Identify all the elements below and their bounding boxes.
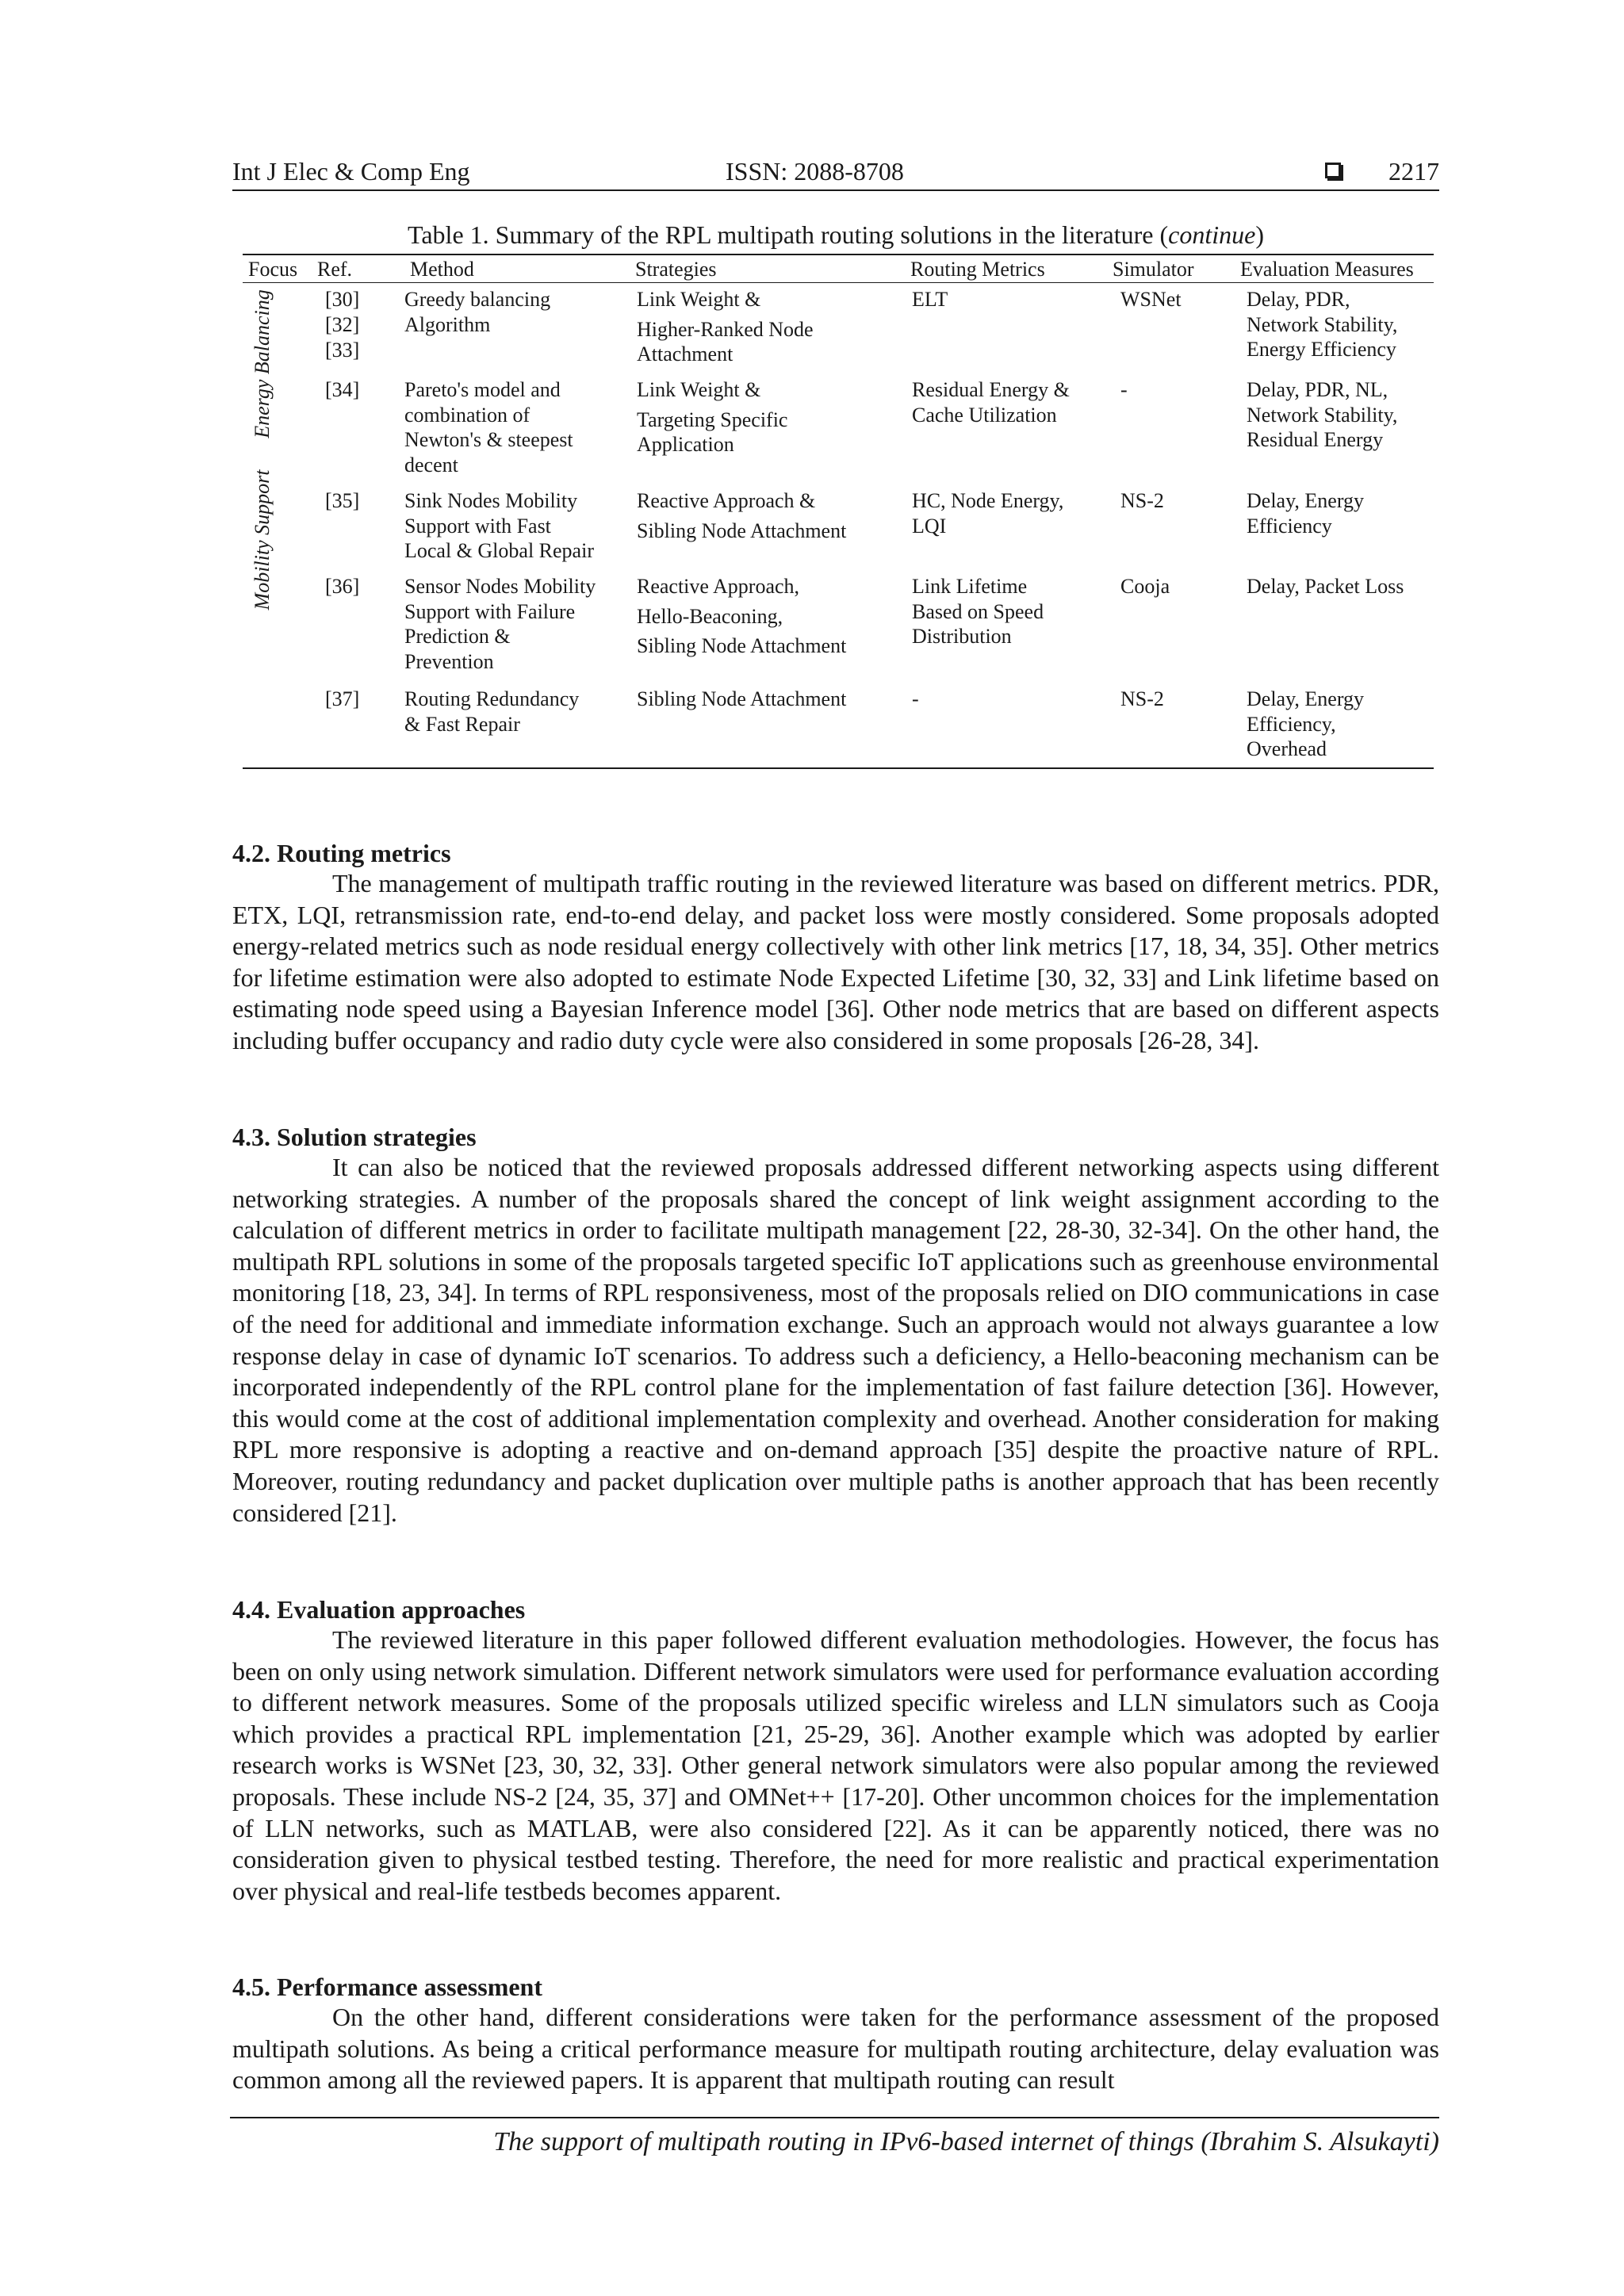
strategy-line: Sibling Node Attachment (637, 519, 847, 542)
evaluation-line: Delay, Energy (1247, 489, 1365, 512)
row4-simulator: Cooja (1120, 575, 1170, 598)
row3-refs (325, 488, 359, 514)
ref: [30] (325, 288, 360, 311)
row1-method (404, 287, 550, 337)
evaluation-line: Network Stability, (1247, 312, 1398, 336)
row5-refs (325, 687, 359, 712)
method-line: combination of (404, 403, 530, 427)
running-footer: The support of multipath routing in IPv6-based internet of things (Ibrahim S. Alsukayti) (493, 2127, 1439, 2156)
method-line: Pareto's model and (404, 378, 561, 401)
row5-metrics (912, 687, 919, 712)
row3-simulator: NS-2 (1120, 489, 1164, 512)
row2-refs (325, 377, 359, 403)
row3-metrics (912, 488, 1063, 538)
row2-strategies (637, 377, 787, 457)
paragraph-solution-strategies: It can also be noticed that the reviewed proposals addressed different networking aspects using different networking strategies. A number of the proposals shared the concept of link weight assignment according to the calculation of different metrics in order to facilitate multipath management [22, 28-30, 32-34]. On the other hand, the multipath RPL solutions in some of the proposals targeted specific IoT applications such as greenhouse environmental monitoring [18, 23, 34]. In terms of RPL responsiveness, most of the proposals relied on DIO communications in case of the need for additional and immediate information exchange. Such an approach would not always guarantee a low response delay in case of dynamic IoT scenarios. To address such a deficiency, a Hello-beaconing mechanism can be incorporated independently of the RPL control plane for the implementation of fast failure detection [36]. However, this would come at the cost of additional implementation complexity and overhead. Another consideration for making RPL more responsive is adopting a reactive and on-demand approach [35] despite the proactive nature of RPL. Moreover, routing redundancy and packet duplication over multiple paths is another approach that has been recently considered [21]. (232, 1153, 1439, 1527)
strategy-line: Reactive Approach, (637, 575, 800, 598)
page-number: 2217 (1388, 157, 1439, 186)
strategy-line: Link Weight & (637, 288, 761, 311)
metric-line: Residual Energy & (912, 378, 1070, 401)
metric-line: - (912, 687, 919, 710)
paragraph-evaluation-approaches: The reviewed literature in this paper followed different evaluation methodologies. However, the focus has been on only using network simulation. Different network simulators were used for performance evaluation according to different network measures. Some of the proposals utilized specific wireless and LLN simulators such as Cooja which provides a practical RPL implementation [21, 25-29, 36]. Another example which was adopted by earlier research works is WSNet [23, 30, 32, 33]. Other general network simulators were also popular among the reviewed proposals. These include NS-2 [24, 35, 37] and OMNet++ [17-20]. Other uncommon choices for the implementation of LLN networks, such as MATLAB, were also considered [22]. As it can be apparently noticed, there was no consideration given to physical testbed testing. Therefore, the need for more realistic and practical experimentation over physical and real-life testbeds becomes apparent. (232, 1625, 1439, 1905)
journal-name: Int J Elec & Comp Eng (232, 157, 470, 186)
method-line: Sensor Nodes Mobility (404, 575, 596, 598)
row4-strategies (637, 574, 846, 659)
method-line: Greedy balancing (404, 288, 551, 311)
col-header-focus: Focus (248, 258, 298, 281)
row2-simulator: - (1120, 378, 1128, 401)
caption-italic: continue (1168, 220, 1256, 249)
method-line: Support with Failure (404, 599, 576, 623)
strategy-line: Targeting Specific (637, 408, 788, 431)
header-rule (232, 189, 1439, 191)
row1-evaluation (1247, 287, 1397, 362)
method-line: Local & Global Repair (404, 539, 594, 562)
method-line: Algorithm (404, 312, 491, 336)
ref: [34] (325, 378, 360, 401)
strategy-line: Application (637, 433, 734, 456)
strategy-line: Sibling Node Attachment (637, 634, 847, 657)
strategy-line: Attachment (637, 342, 733, 365)
running-header (232, 155, 1439, 190)
row2-method (404, 377, 573, 477)
focus-mobility-support: Mobility Support (251, 469, 274, 610)
footer-rule (230, 2117, 1439, 2118)
ref: [35] (325, 489, 360, 512)
row2-metrics (912, 377, 1070, 427)
metric-line: Distribution (912, 625, 1012, 648)
metric-line: Link Lifetime (912, 575, 1028, 598)
ref: [32] (325, 313, 360, 336)
strategy-line: Sibling Node Attachment (637, 687, 847, 710)
row1-simulator: WSNet (1120, 288, 1182, 311)
col-header-evaluation: Evaluation Measures (1240, 258, 1414, 281)
col-header-strategies: Strategies (635, 258, 717, 281)
row5-strategies (637, 687, 846, 712)
metric-line: HC, Node Energy, (912, 489, 1064, 512)
ref: [33] (325, 339, 360, 362)
caption-end: ) (1255, 220, 1264, 249)
paragraph-routing-metrics: The management of multipath traffic routing in the reviewed literature was based on different metrics. PDR, ETX, LQI, retransmission rate, end-to-end delay, and packet loss were mostly considered. Some proposals adopted energy-related metrics such as node residual energy collectively with other link metrics [17, 18, 34, 35]. Other metrics for lifetime estimation were also adopted to estimate Node Expected Lifetime [30, 32, 33] and Link lifetime based on estimating node speed using a Bayesian Inference model [36]. Other node metrics that are based on different aspects including buffer occupancy and radio duty cycle were also considered in some proposals [26-28, 34]. (232, 869, 1439, 1054)
page-box-icon (1325, 163, 1341, 178)
method-line: Prevention (404, 649, 494, 673)
method-line: Prediction & (404, 625, 511, 648)
evaluation-line: Overhead (1247, 737, 1327, 760)
method-line: decent (404, 453, 458, 476)
row1-metrics (912, 287, 948, 312)
ref: [36] (325, 575, 360, 598)
row4-metrics (912, 574, 1044, 649)
row2-evaluation (1247, 377, 1397, 453)
ref: [37] (325, 687, 360, 710)
method-line: Support with Fast (404, 514, 551, 538)
evaluation-line: Delay, Energy (1247, 687, 1365, 710)
row4-method (404, 574, 596, 674)
evaluation-line: Delay, PDR, (1247, 288, 1350, 311)
row1-refs (325, 287, 359, 363)
section-heading-solution-strategies: 4.3. Solution strategies (232, 1123, 477, 1151)
row3-strategies (637, 488, 846, 543)
metric-line: ELT (912, 288, 948, 311)
evaluation-line: Delay, Packet Loss (1247, 575, 1404, 598)
strategy-line: Higher-Ranked Node (637, 317, 814, 341)
caption-text: Table 1. Summary of the RPL multipath routing solutions in the literature ( (408, 220, 1169, 249)
issn: ISSN: 2088-8708 (726, 157, 904, 186)
metric-line: LQI (912, 514, 947, 538)
method-line: & Fast Repair (404, 712, 520, 736)
paragraph-performance-assessment: On the other hand, different considerations were taken for the performance assessment of the proposed multipath solutions. As being a critical performance measure for multipath routing architecture, delay evaluation was common among all the reviewed papers. It is apparent that multipath routing can result (232, 2003, 1439, 2095)
table-top-rule (243, 254, 1434, 255)
strategy-line: Reactive Approach & (637, 489, 816, 512)
row1-strategies (637, 287, 814, 367)
row5-method (404, 687, 579, 737)
section-heading-evaluation-approaches: 4.4. Evaluation approaches (232, 1595, 526, 1624)
section-heading-routing-metrics: 4.2. Routing metrics (232, 839, 451, 867)
row3-method (404, 488, 594, 564)
evaluation-line: Energy Efficiency (1247, 338, 1396, 361)
section-heading-performance-assessment: 4.5. Performance assessment (232, 1973, 542, 2001)
row5-evaluation (1247, 687, 1364, 762)
table-bottom-rule (243, 767, 1434, 769)
col-header-routing-metrics: Routing Metrics (910, 258, 1045, 281)
focus-energy-balancing: Energy Balancing (251, 289, 274, 438)
row4-evaluation (1247, 574, 1404, 599)
evaluation-line: Efficiency (1247, 514, 1332, 538)
strategy-line: Hello-Beaconing, (637, 604, 783, 628)
evaluation-line: Residual Energy (1247, 428, 1384, 451)
row4-refs (325, 574, 359, 599)
row5-simulator: NS-2 (1120, 687, 1164, 710)
col-header-ref: Ref. (317, 258, 353, 281)
row3-evaluation (1247, 488, 1364, 538)
evaluation-line: Network Stability, (1247, 403, 1398, 427)
evaluation-line: Efficiency, (1247, 712, 1336, 736)
metric-line: Cache Utilization (912, 403, 1057, 427)
method-line: Sink Nodes Mobility (404, 489, 578, 512)
method-line: Routing Redundancy (404, 687, 580, 710)
metric-line: Based on Speed (912, 599, 1044, 623)
method-line: Newton's & steepest (404, 428, 573, 451)
col-header-simulator: Simulator (1113, 258, 1194, 281)
col-header-method: Method (410, 258, 474, 281)
evaluation-line: Delay, PDR, NL, (1247, 378, 1388, 401)
table-caption (232, 219, 1439, 251)
strategy-line: Link Weight & (637, 378, 761, 401)
table-header-rule (243, 282, 1434, 283)
